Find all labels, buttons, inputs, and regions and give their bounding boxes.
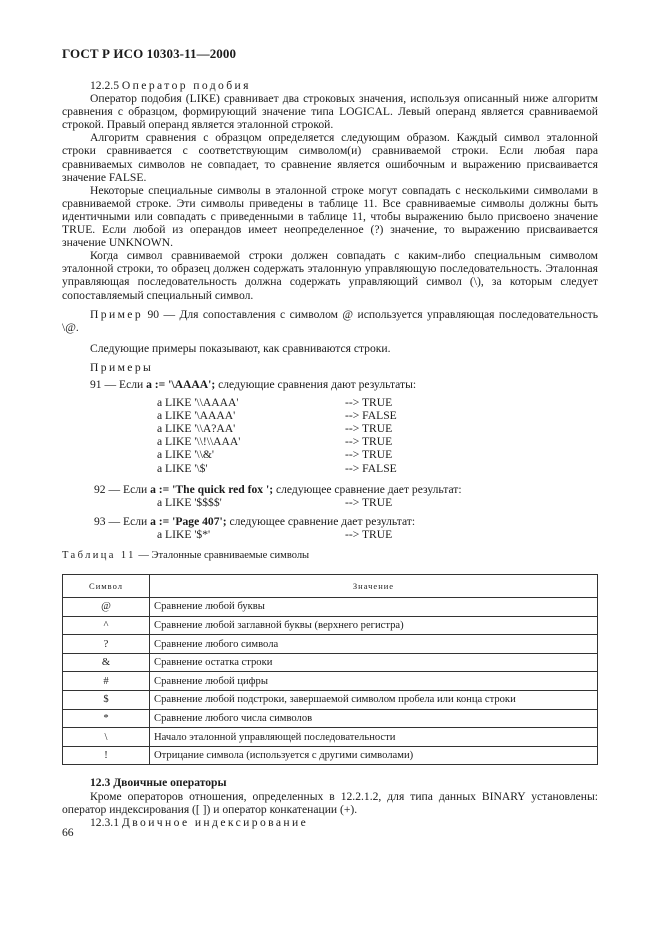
table-row: \ Начало эталонной управляющей последовательности xyxy=(63,728,598,747)
example-row: a LIKE '$$$$' --> TRUE xyxy=(157,495,393,509)
example-92-rows xyxy=(62,496,598,509)
paragraph: Когда символ сравниваемой строки должен совпадать с каким-либо специальным символом эталонной строки, то образец должен содержать эталонную управляющую последовательность. Эталонная управляющая последовательность должна содержать управляющий символ (\), за которым следует сопоставляемый специальный символ. xyxy=(62,249,598,302)
example-row: a LIKE '\\A?AA' --> TRUE xyxy=(157,422,393,436)
following-text: Следующие примеры показывают, как сравниваются строки. xyxy=(90,341,391,355)
examples-label: Примеры xyxy=(90,360,154,374)
table-row: ^ Сравнение любой заглавной буквы (верхнего регистра) xyxy=(63,616,598,635)
section-12-3-text: Кроме операторов отношения, определенных в 12.2.1.2, для типа данных BINARY установлены: оператор индексирования ([ ]) и оператор конкатенации (+). xyxy=(62,789,598,816)
table-header-row xyxy=(63,575,598,598)
page-number: 66 xyxy=(62,826,74,839)
example-row: a LIKE '$*' --> TRUE xyxy=(157,527,393,541)
example-label: Пример xyxy=(90,307,144,321)
table-row: & Сравнение остатка строки xyxy=(63,653,598,672)
section-12-3-1-heading: 12.3.1 Двоичное индексирование xyxy=(90,815,309,829)
example-row: a LIKE '\\!\\AAA' --> TRUE xyxy=(157,435,393,449)
section-12-3-heading: 12.3 Двоичные операторы xyxy=(90,776,227,790)
table-row: # Сравнение любой цифры xyxy=(63,672,598,691)
table-row: ! Отрицание символа (используется с другими символами) xyxy=(63,746,598,765)
example-91-code: a := '\AAAA'; xyxy=(146,377,216,391)
table-11 xyxy=(62,574,598,765)
page-content xyxy=(62,79,598,829)
column-header-meaning: Значение xyxy=(150,575,598,598)
example-91-rows xyxy=(62,396,598,475)
table-row: * Сравнение любого числа символов xyxy=(63,709,598,728)
example-text: 90 — Для сопоставления с символом @ используется управляющая последовательность \@. xyxy=(62,307,598,334)
paragraph: Алгоритм сравнения с образцом определяется следующим образом. Каждый символ эталонной строки сравнивается с соответствующим символом(и) сравниваемой строки. Если любая пара сравниваемых символов не совпадает, то сравнение является ошибочным и выражению присваивается значение FALSE. xyxy=(62,131,598,184)
example-row: a LIKE '\\&' --> TRUE xyxy=(157,448,393,462)
section-12-2-5-heading xyxy=(62,79,598,92)
document-header: ГОСТ Р ИСО 10303-11—2000 xyxy=(62,46,237,61)
example-row: a LIKE '\AAAA' --> FALSE xyxy=(157,409,397,423)
section-title: Оператор подобия xyxy=(121,79,251,92)
example-91-intro: 91 — Если a := '\AAAA'; следующие сравнения дают результаты: xyxy=(90,377,417,391)
example-92-code: a := 'The quick red fox '; xyxy=(150,482,274,496)
paragraph: Некоторые специальные символы в эталонной строке могут совпадать с несколькими символами в сравниваемой строке. Эти символы приведены в таблице 11. Все сравниваемые символы должны быть идентичными или совпадать с приведенными в таблице 11, чтобы выражению было присвоено значение TRUE. Если любой из операндов имеет неопределенное (?) значение, то выражению присваивается значение UNKNOWN. xyxy=(62,183,598,250)
section-number: 12.2.5 xyxy=(90,79,119,92)
table-row: $ Сравнение любой подстроки, завершаемой символом пробела или конца строки xyxy=(63,691,598,710)
table-row: @ Сравнение любой буквы xyxy=(63,598,598,617)
example-row: a LIKE '\\AAAA' --> TRUE xyxy=(157,396,393,410)
example-row: a LIKE '\$' --> FALSE xyxy=(157,461,397,475)
example-93-code: a := 'Page 407'; xyxy=(150,514,227,528)
table-row: ? Сравнение любого символа xyxy=(63,635,598,654)
example-92-intro: 92 — Если a := 'The quick red fox '; следующее сравнение дает результат: xyxy=(94,482,462,496)
paragraph: Оператор подобия (LIKE) сравнивает два строковых значения, используя описанный ниже алгоритм сравнения с образцом, формирующий значение типа LOGICAL. Левый операнд является сравниваемой строкой. Правый операнд является эталонной строкой. xyxy=(62,92,598,132)
example-93-rows xyxy=(62,528,598,541)
table-11-caption: Таблица 11 — Эталонные сравниваемые символы xyxy=(62,550,310,561)
example-90 xyxy=(62,308,598,334)
column-header-symbol: Символ xyxy=(63,575,150,598)
example-93-intro: 93 — Если a := 'Page 407'; следующее сравнение дает результат: xyxy=(94,514,416,528)
